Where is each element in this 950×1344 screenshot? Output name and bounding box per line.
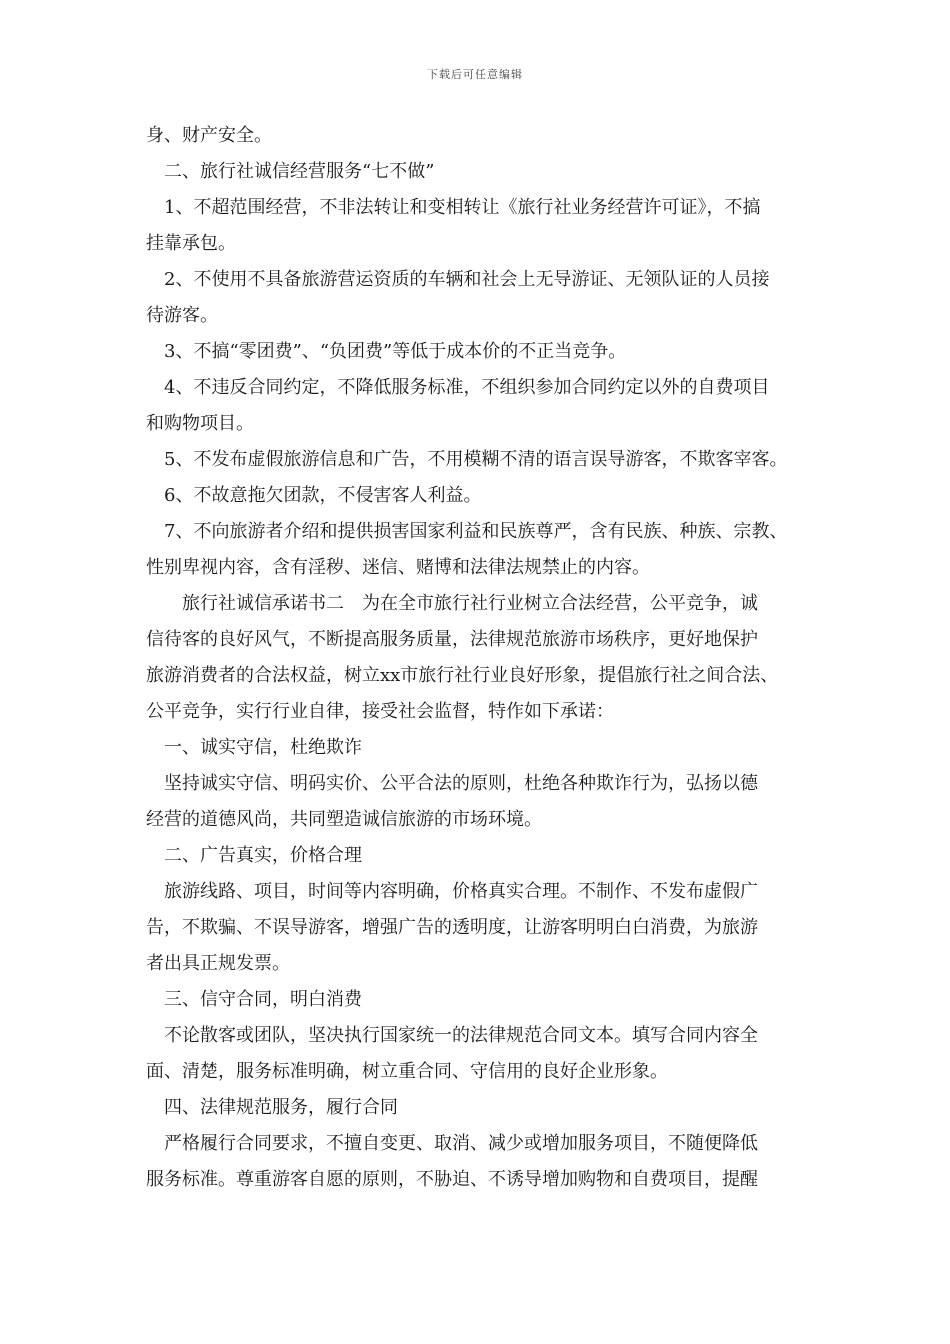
text-line: 性别卑视内容，含有淫秽、迷信、赌博和法律法规禁止的内容。 [146,557,650,578]
text-line: 4、不违反合同约定，不降低服务标准，不组织参加合同约定以外的自费项目 [164,377,770,398]
text-line: 和购物项目。 [146,413,254,434]
text-line: 严格履行合同要求，不擅自变更、取消、减少或增加服务项目，不随便降低 [164,1133,758,1154]
text-line: 信待客的良好风气，不断提高服务质量，法律规范旅游市场秩序，更好地保护 [146,629,758,650]
text-line: 告，不欺骗、不误导游客，增强广告的透明度，让游客明明白白消费，为旅游 [146,917,758,938]
text-line: 身、财产安全。 [146,125,272,146]
text-line: 5、不发布虚假旅游信息和广告，不用模糊不清的语言误导游客，不欺客宰客。 [164,449,788,470]
text-line: 旅游线路、项目，时间等内容明确，价格真实合理。不制作、不发布虚假广 [164,881,758,902]
text-line: 7、不向旅游者介绍和提供损害国家利益和民族尊严，含有民族、种族、宗教、 [164,521,788,542]
text-line: 四、法律规范服务，履行合同 [164,1097,398,1118]
text-line: 三、信守合同，明白消费 [164,989,362,1010]
text-line: 不论散客或团队，坚决执行国家统一的法律规范合同文本。填写合同内容全 [164,1025,758,1046]
text-line: 旅行社诚信承诺书二 为在全市旅行社行业树立合法经营，公平竞争，诚 [182,593,758,614]
text-line: 服务标准。尊重游客自愿的原则，不胁迫、不诱导增加购物和自费项目，提醒 [146,1169,758,1190]
text-line: 6、不故意拖欠团款，不侵害客人利益。 [164,485,482,506]
text-line: 二、旅行社诚信经营服务“七不做” [164,161,435,182]
text-line: 挂靠承包。 [146,233,236,254]
text-line: 旅游消费者的合法权益，树立xx市旅行社行业良好形象，提倡旅行社之间合法、 [146,665,779,686]
text-line: 坚持诚实守信、明码实价、公平合法的原则，杜绝各种欺诈行为，弘扬以德 [164,773,758,794]
text-line: 1、不超范围经营，不非法转让和变相转让《旅行社业务经营许可证》，不搞 [164,197,761,218]
text-line: 公平竞争，实行行业自律，接受社会监督，特作如下承诺： [146,701,614,722]
page-header: 下载后可任意编辑 [427,68,523,81]
text-line: 者出具正规发票。 [146,953,290,974]
text-line: 待游客。 [146,305,218,326]
text-line: 3、不搞“零团费”、“负团费”等低于成本价的不正当竞争。 [164,341,627,362]
document-body [146,118,810,1198]
text-line: 一、诚实守信，杜绝欺诈 [164,737,362,758]
text-line: 面、清楚，服务标准明确，树立重合同、守信用的良好企业形象。 [146,1061,668,1082]
text-line: 经营的道德风尚，共同塑造诚信旅游的市场环境。 [146,809,542,830]
text-line: 2、不使用不具备旅游营运资质的车辆和社会上无导游证、无领队证的人员接 [164,269,770,290]
text-line: 二、广告真实，价格合理 [164,845,362,866]
